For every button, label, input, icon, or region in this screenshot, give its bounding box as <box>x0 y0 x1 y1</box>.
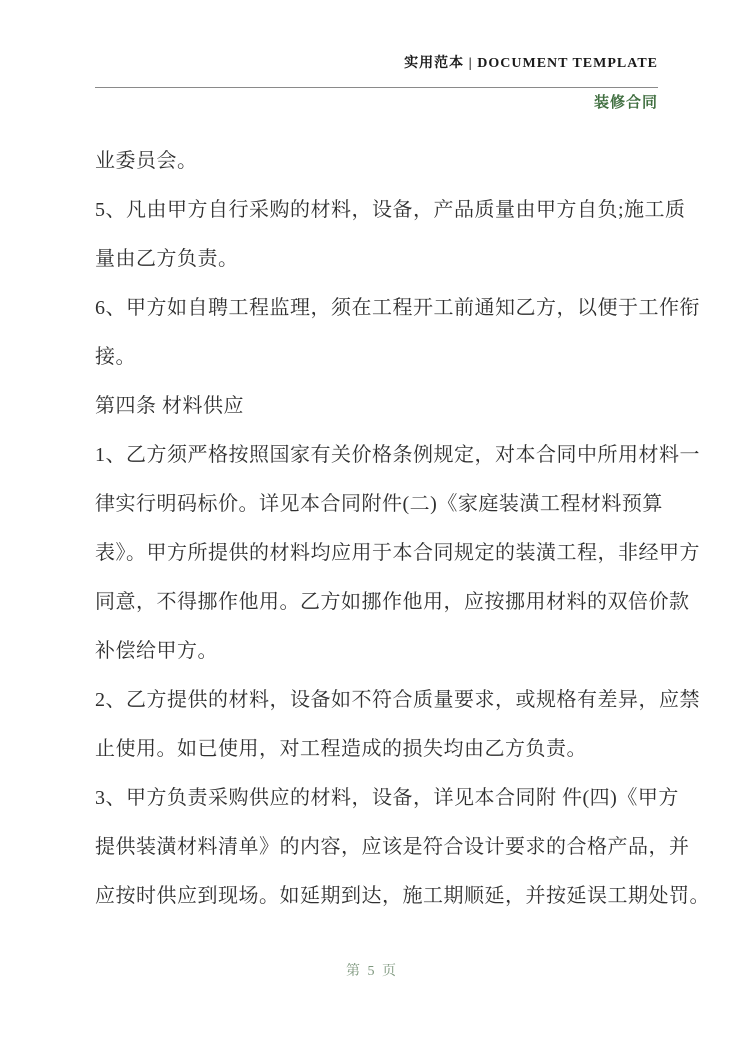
body-line: 业委员会。 <box>95 150 198 172</box>
body-line: 1、乙方须严格按照国家有关价格条例规定，对本合同中所用材料一 <box>95 444 700 466</box>
body-line: 提供装潢材料清单》的内容，应该是符合设计要求的合格产品，并 <box>95 836 690 858</box>
body-line: 量由乙方负责。 <box>95 248 239 270</box>
page-number: 第 5 页 <box>346 964 398 979</box>
header-brand-text: 实用范本 | DOCUMENT TEMPLATE <box>404 56 658 71</box>
body-line: 2、乙方提供的材料，设备如不符合质量要求，或规格有差异，应禁 <box>95 689 700 711</box>
document-title: 装修合同 <box>593 95 658 111</box>
body-line: 律实行明码标价。详见本合同附件(二)《家庭装潢工程材料预算 <box>95 493 663 515</box>
body-line: 6、甲方如自聘工程监理，须在工程开工前通知乙方，以便于工作衔 <box>95 297 700 319</box>
body-line-section-heading: 第四条 材料供应 <box>95 395 244 417</box>
body-line: 应按时供应到现场。如延期到达，施工期顺延，并按延误工期处罚。 <box>95 885 710 907</box>
body-line: 补偿给甲方。 <box>95 640 218 662</box>
header-divider <box>95 87 658 88</box>
body-line: 同意，不得挪作他用。乙方如挪作他用，应按挪用材料的双倍价款 <box>95 591 690 613</box>
contract-body <box>95 137 710 921</box>
body-line: 止使用。如已使用，对工程造成的损失均由乙方负责。 <box>95 738 587 760</box>
body-line: 5、凡由甲方自行采购的材料，设备，产品质量由甲方自负;施工质 <box>95 199 686 221</box>
page-header <box>95 0 658 112</box>
body-line: 接。 <box>95 346 136 368</box>
body-line: 3、甲方负责采购供应的材料，设备，详见本合同附 件(四)《甲方 <box>95 787 679 809</box>
body-line: 表》。甲方所提供的材料均应用于本合同规定的装潢工程，非经甲方 <box>95 542 700 564</box>
